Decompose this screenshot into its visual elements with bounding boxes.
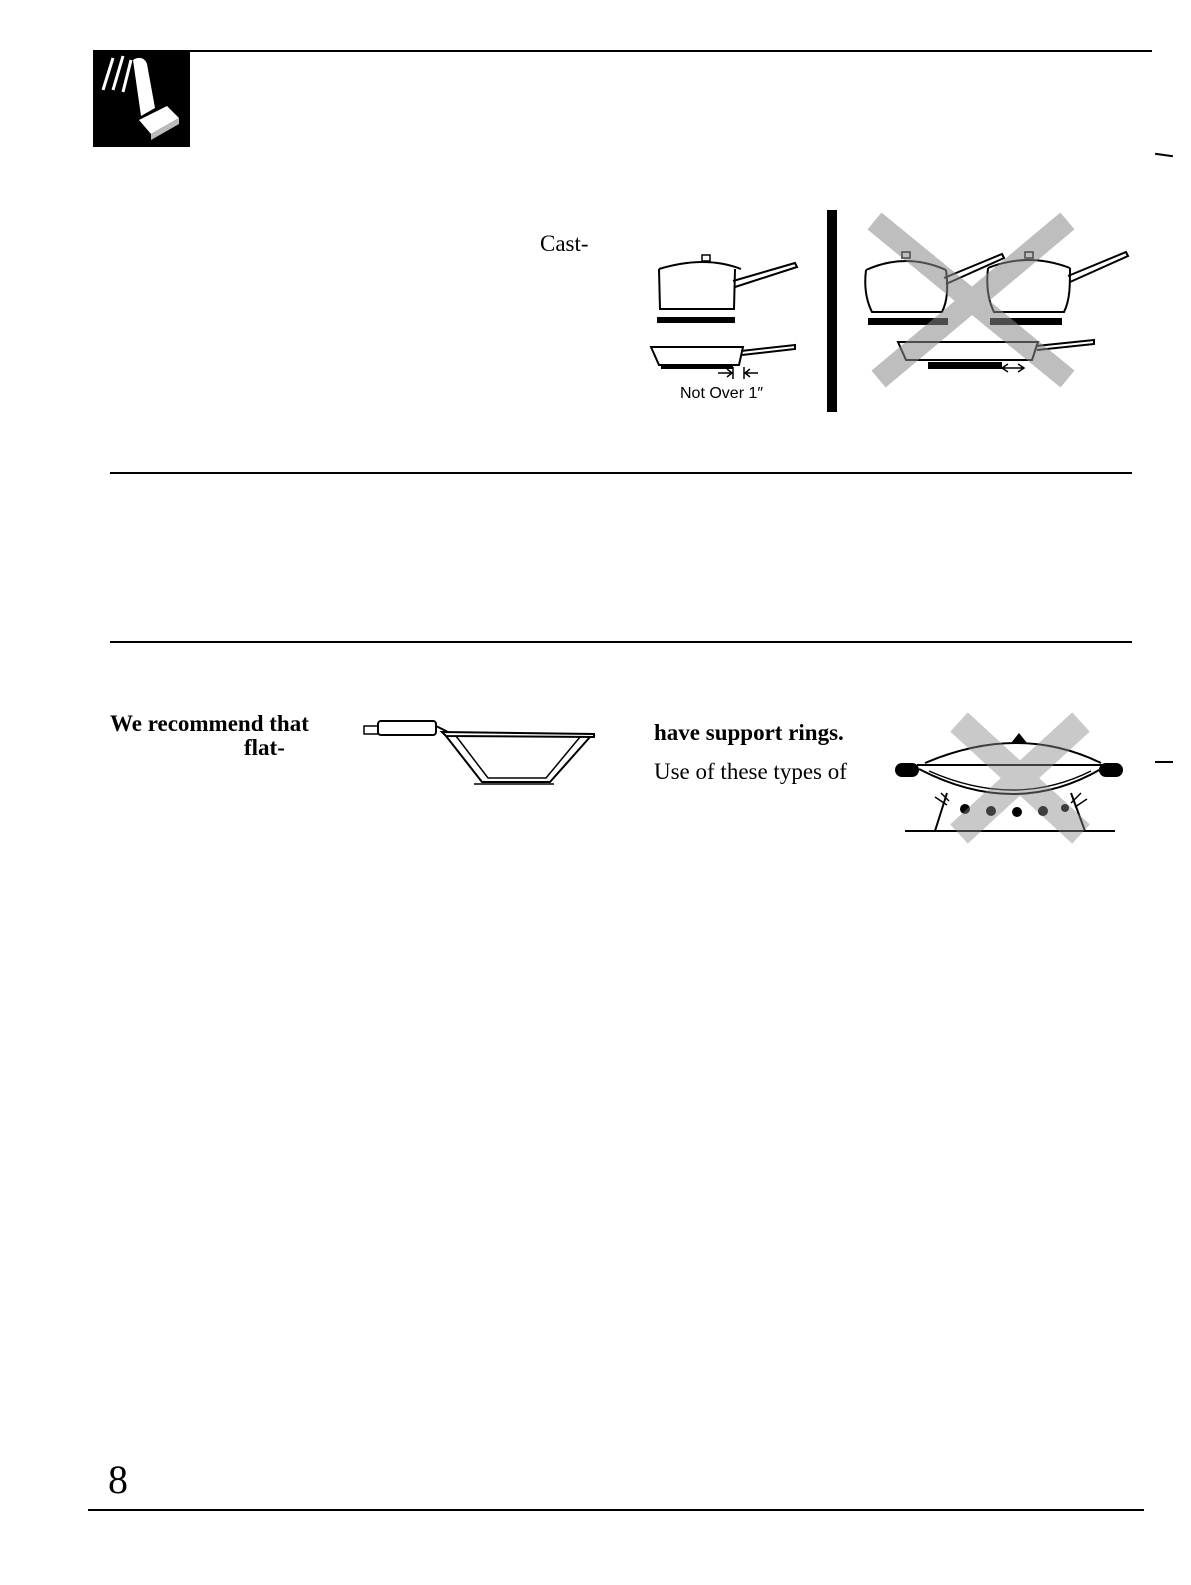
dimension-label: Not Over 1″	[680, 385, 764, 402]
flat-bottom-wok-illustration	[364, 718, 596, 788]
correct-cookware-illustration	[645, 255, 805, 365]
wok-cross-out-mark-icon	[945, 718, 1095, 838]
support-rings-fragment: have support rings.	[654, 720, 844, 745]
footer-rule	[88, 1509, 1144, 1511]
header-rule	[190, 50, 1152, 52]
use-of-types-fragment: Use of these types of	[654, 759, 847, 784]
cross-out-mark-icon	[873, 222, 1073, 382]
dimension-arrows	[718, 367, 758, 379]
margin-mark	[1155, 153, 1173, 157]
margin-mark-2	[1155, 761, 1173, 763]
hand-pressing-button-icon	[93, 50, 190, 147]
cast-fragment-text: Cast-	[540, 231, 589, 256]
page-number: 8	[108, 1457, 128, 1502]
section-rule-2	[110, 641, 1132, 643]
recommend-line-2: flat-	[244, 735, 285, 760]
section-rule-1	[110, 472, 1132, 474]
header-icon-box	[93, 50, 190, 147]
illustration-divider	[827, 210, 837, 412]
recommend-line-1: We recommend that	[110, 711, 309, 736]
